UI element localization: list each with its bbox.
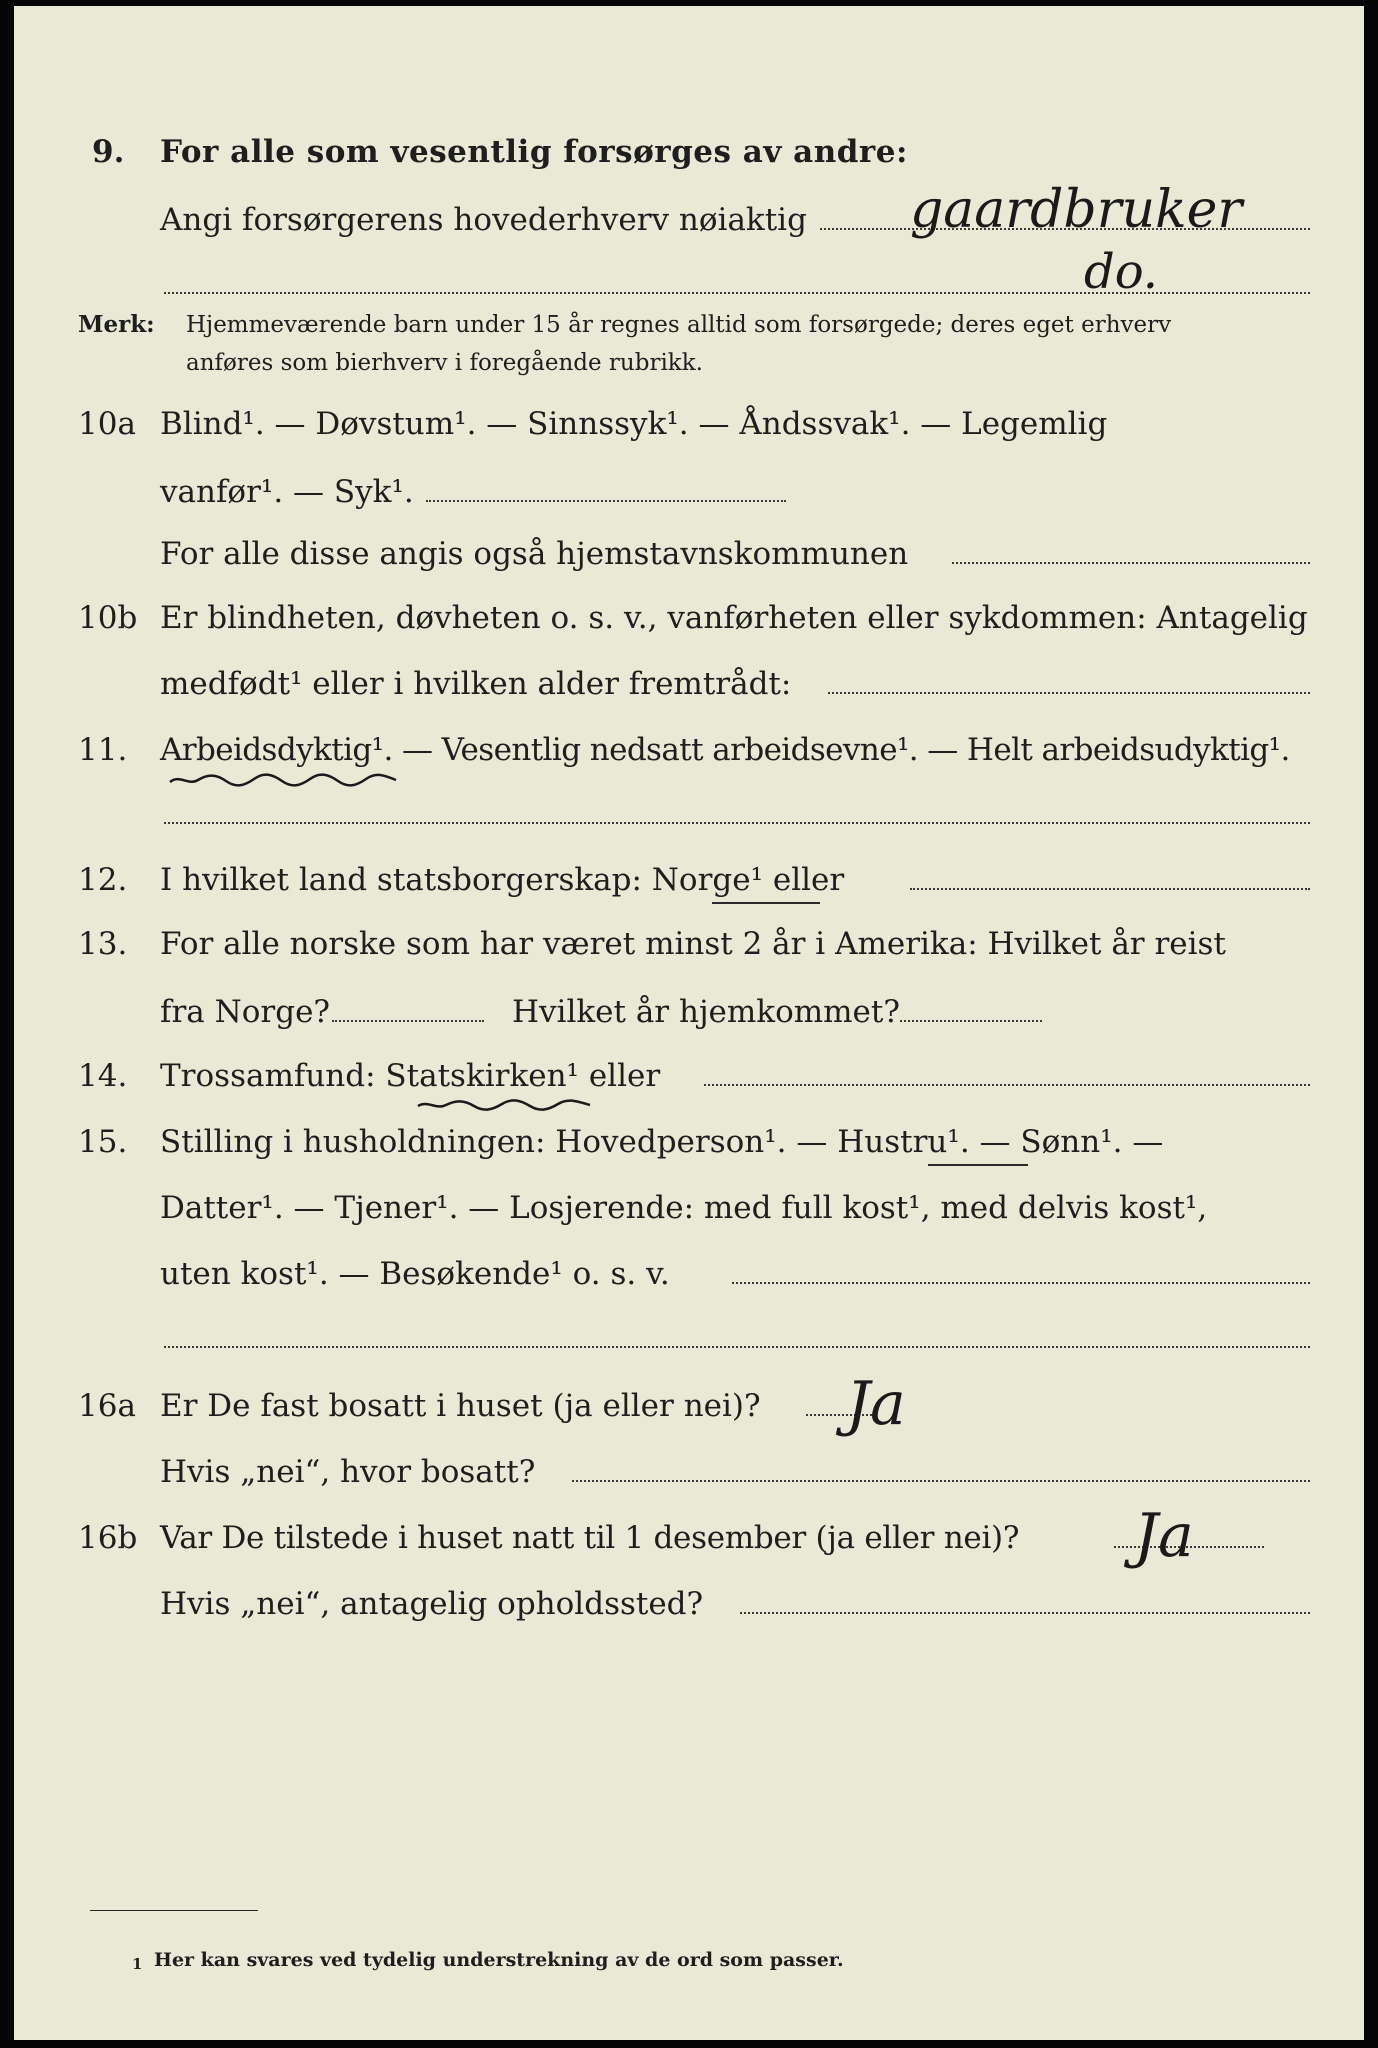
- q15-line2: Datter¹. — Tjener¹. — Losjerende: med full kost¹, med delvis kost¹,: [160, 1190, 1208, 1226]
- q16b-answer-line-2: [740, 1612, 1310, 1614]
- q16a-answer-line-2: [572, 1480, 1310, 1482]
- q10a-line3: For alle disse angis også hjemstavnskommunen: [160, 536, 909, 572]
- q10b-line2: medfødt¹ eller i hvilken alder fremtrådt:: [160, 666, 792, 702]
- q13-line2b: Hvilket år hjemkommet?: [512, 994, 900, 1030]
- q11-answer-line: [164, 822, 1310, 824]
- note-label: Merk:: [78, 311, 155, 338]
- q16a-handwritten-answer: Ja: [846, 1369, 906, 1439]
- note-line1: Hjemmeværende barn under 15 år regnes alltid som forsørgede; deres eget erhverv: [186, 312, 1172, 338]
- q14-answer-line: [704, 1084, 1310, 1086]
- q10b-number: 10b: [78, 600, 138, 636]
- footnote-mark: 1: [132, 1955, 143, 1973]
- q12-line1: I hvilket land statsborgerskap: Norge¹ eller: [160, 862, 845, 898]
- q10a-answer-line-2: [952, 562, 1310, 564]
- q15-answer-line-1: [732, 1282, 1310, 1284]
- q15-number: 15.: [78, 1124, 128, 1160]
- q16a-number: 16a: [78, 1388, 136, 1424]
- q9-line2: Angi forsørgerens hovederhverv nøiaktig: [160, 202, 807, 238]
- q15-line3: uten kost¹. — Besøkende¹ o. s. v.: [160, 1256, 670, 1292]
- q15-answer-line-2: [164, 1346, 1310, 1348]
- q13-line2a: fra Norge?: [160, 994, 331, 1030]
- q16a-line1: Er De fast bosatt i huset (ja eller nei)?: [160, 1388, 761, 1424]
- q16b-number: 16b: [78, 1520, 138, 1556]
- q15-handwritten-underline: [928, 1164, 1028, 1166]
- q9-handwritten-answer-1: gaardbruker: [910, 180, 1243, 240]
- q13-answer-line-1: [332, 1020, 484, 1022]
- q10a-number: 10a: [78, 406, 136, 442]
- census-form-page: [14, 6, 1364, 2040]
- q16b-handwritten-answer: Ja: [1134, 1501, 1194, 1571]
- note-line2: anføres som bierhverv i foregående rubrikk.: [186, 350, 703, 376]
- q11-number: 11.: [78, 732, 128, 768]
- q10b-answer-line: [828, 692, 1310, 694]
- q16b-line2: Hvis „nei“, antagelig opholdssted?: [160, 1586, 704, 1622]
- footnote-text: Her kan svares ved tydelig understrekning av de ord som passer.: [154, 1949, 844, 1971]
- q10a-answer-line-1: [426, 500, 786, 502]
- q15-line1: Stilling i husholdningen: Hovedperson¹. — Hustru¹. — Sønn¹. —: [160, 1124, 1164, 1160]
- q12-answer-line: [910, 888, 1310, 890]
- q13-line1: For alle norske som har været minst 2 år i Amerika: Hvilket år reist: [160, 926, 1226, 962]
- q16b-line1: Var De tilstede i huset natt til 1 desember (ja eller nei)?: [160, 1520, 1020, 1556]
- q10b-line1: Er blindheten, døvheten o. s. v., vanførheten eller sykdommen: Antagelig: [160, 600, 1308, 636]
- q9-handwritten-answer-2: do.: [1084, 244, 1159, 300]
- footnote-rule: [90, 1910, 258, 1911]
- q13-answer-line-2: [900, 1020, 1042, 1022]
- q12-number: 12.: [78, 862, 128, 898]
- q14-number: 14.: [78, 1058, 128, 1094]
- q10a-line1: Blind¹. — Døvstum¹. — Sinnssyk¹. — Åndssvak¹. — Legemlig: [160, 406, 1108, 442]
- q13-number: 13.: [78, 926, 128, 962]
- q12-handwritten-underline: [712, 902, 820, 904]
- q9-number: 9.: [92, 134, 125, 170]
- q16a-line2: Hvis „nei“, hvor bosatt?: [160, 1454, 536, 1490]
- q9-line1: For alle som vesentlig forsørges av andre:: [160, 134, 908, 170]
- q10a-line2: vanfør¹. — Syk¹.: [160, 474, 414, 510]
- q11-line1: Arbeidsdyktig¹. — Vesentlig nedsatt arbeidsevne¹. — Helt arbeidsudyktig¹.: [160, 732, 1290, 768]
- q11-handwritten-underline: [168, 772, 398, 788]
- q14-line1: Trossamfund: Statskirken¹ eller: [160, 1058, 661, 1094]
- q14-handwritten-underline: [416, 1098, 592, 1112]
